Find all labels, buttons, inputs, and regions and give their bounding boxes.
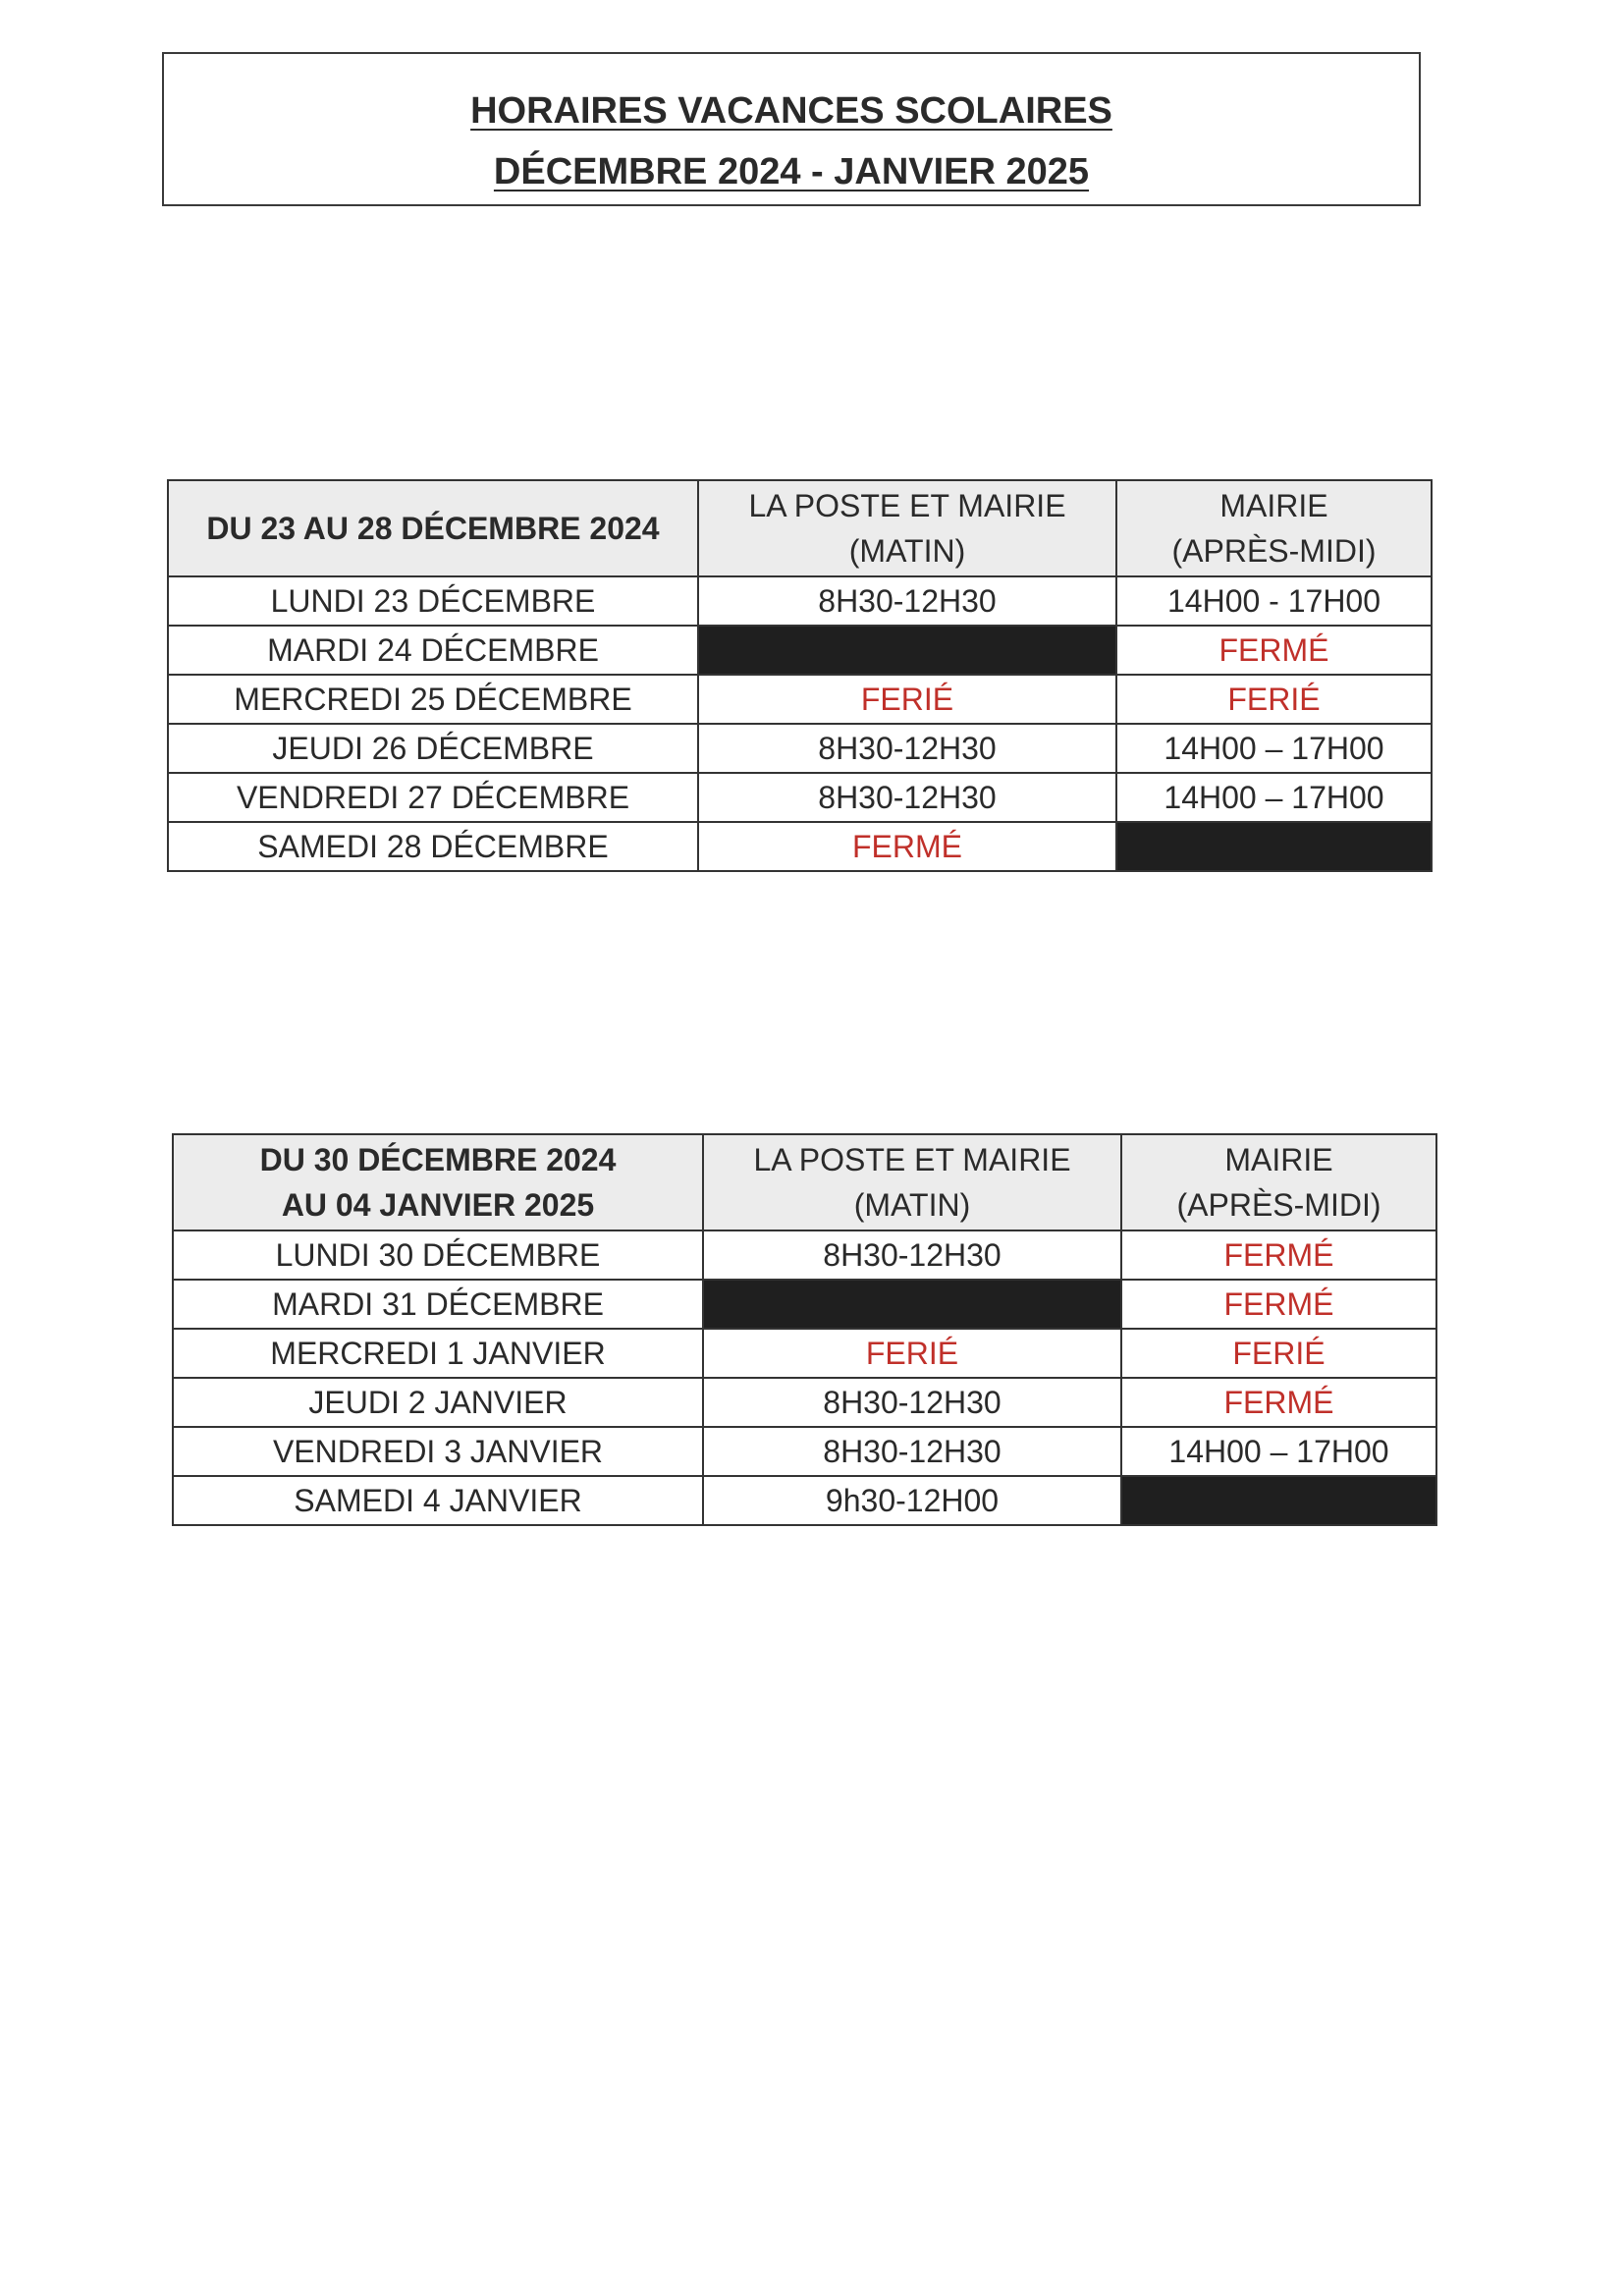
day-cell: MARDI 31 DÉCEMBRE bbox=[173, 1280, 703, 1329]
afternoon-cell: 14H00 – 17H00 bbox=[1121, 1427, 1436, 1476]
blacked-out-cell bbox=[703, 1280, 1121, 1329]
afternoon-cell: 14H00 - 17H00 bbox=[1116, 576, 1432, 626]
period-label-line2: AU 04 JANVIER 2025 bbox=[281, 1187, 595, 1223]
morning-cell: 8H30-12H30 bbox=[703, 1230, 1121, 1280]
day-cell: SAMEDI 4 JANVIER bbox=[173, 1476, 703, 1525]
afternoon-cell: FERMÉ bbox=[1121, 1378, 1436, 1427]
schedule-table-december bbox=[167, 479, 1433, 872]
document-subtitle: DÉCEMBRE 2024 - JANVIER 2025 bbox=[493, 151, 1090, 192]
blacked-out-cell bbox=[1121, 1476, 1436, 1525]
afternoon-cell: FERIÉ bbox=[1116, 675, 1432, 724]
day-cell: MERCREDI 1 JANVIER bbox=[173, 1329, 703, 1378]
morning-header-line2: (MATIN) bbox=[853, 1187, 971, 1223]
day-cell: LUNDI 30 DÉCEMBRE bbox=[173, 1230, 703, 1280]
morning-cell: 8H30-12H30 bbox=[703, 1427, 1121, 1476]
day-cell: JEUDI 26 DÉCEMBRE bbox=[168, 724, 698, 773]
afternoon-header bbox=[1116, 480, 1432, 576]
afternoon-header bbox=[1121, 1134, 1436, 1230]
table-row bbox=[168, 724, 1432, 773]
morning-cell: 8H30-12H30 bbox=[698, 724, 1116, 773]
morning-cell: 9h30-12H00 bbox=[703, 1476, 1121, 1525]
day-cell: SAMEDI 28 DÉCEMBRE bbox=[168, 822, 698, 871]
afternoon-header-line1: MAIRIE bbox=[1219, 488, 1328, 523]
afternoon-header-line1: MAIRIE bbox=[1224, 1142, 1333, 1177]
afternoon-cell: FERMÉ bbox=[1116, 626, 1432, 675]
morning-header bbox=[698, 480, 1116, 576]
table-row bbox=[173, 1230, 1436, 1280]
morning-cell: 8H30-12H30 bbox=[703, 1378, 1121, 1427]
morning-header-line1: LA POSTE ET MAIRIE bbox=[753, 1142, 1071, 1177]
morning-cell: 8H30-12H30 bbox=[698, 576, 1116, 626]
period-label: DU 30 DÉCEMBRE 2024 bbox=[259, 1142, 617, 1177]
afternoon-cell: FERMÉ bbox=[1121, 1280, 1436, 1329]
schedule-table-january bbox=[172, 1133, 1437, 1526]
period-header bbox=[168, 480, 698, 576]
afternoon-cell: FERMÉ bbox=[1121, 1230, 1436, 1280]
morning-header-line2: (MATIN) bbox=[848, 533, 966, 569]
table-header-row bbox=[173, 1134, 1436, 1230]
afternoon-header-line2: (APRÈS-MIDI) bbox=[1176, 1187, 1381, 1223]
morning-header bbox=[703, 1134, 1121, 1230]
table-row bbox=[173, 1280, 1436, 1329]
blacked-out-cell bbox=[698, 626, 1116, 675]
table-header-row bbox=[168, 480, 1432, 576]
day-cell: VENDREDI 27 DÉCEMBRE bbox=[168, 773, 698, 822]
morning-cell: FERIÉ bbox=[698, 675, 1116, 724]
morning-cell: 8H30-12H30 bbox=[698, 773, 1116, 822]
day-cell: MERCREDI 25 DÉCEMBRE bbox=[168, 675, 698, 724]
day-cell: MARDI 24 DÉCEMBRE bbox=[168, 626, 698, 675]
document-title: HORAIRES VACANCES SCOLAIRES bbox=[470, 90, 1112, 132]
afternoon-header-line2: (APRÈS-MIDI) bbox=[1171, 533, 1377, 569]
table-row bbox=[173, 1329, 1436, 1378]
morning-header-line1: LA POSTE ET MAIRIE bbox=[748, 488, 1066, 523]
day-cell: LUNDI 23 DÉCEMBRE bbox=[168, 576, 698, 626]
table-row bbox=[168, 675, 1432, 724]
table-row bbox=[173, 1378, 1436, 1427]
morning-cell: FERIÉ bbox=[703, 1329, 1121, 1378]
title-box bbox=[162, 52, 1421, 206]
afternoon-cell: 14H00 – 17H00 bbox=[1116, 724, 1432, 773]
table-row bbox=[168, 773, 1432, 822]
table-row bbox=[168, 626, 1432, 675]
table-row bbox=[173, 1476, 1436, 1525]
table-row bbox=[168, 576, 1432, 626]
period-label: DU 23 AU 28 DÉCEMBRE 2024 bbox=[206, 511, 660, 546]
afternoon-cell: FERIÉ bbox=[1121, 1329, 1436, 1378]
morning-cell: FERMÉ bbox=[698, 822, 1116, 871]
table-row bbox=[168, 822, 1432, 871]
table-row bbox=[173, 1427, 1436, 1476]
afternoon-cell: 14H00 – 17H00 bbox=[1116, 773, 1432, 822]
blacked-out-cell bbox=[1116, 822, 1432, 871]
day-cell: JEUDI 2 JANVIER bbox=[173, 1378, 703, 1427]
day-cell: VENDREDI 3 JANVIER bbox=[173, 1427, 703, 1476]
period-header bbox=[173, 1134, 703, 1230]
